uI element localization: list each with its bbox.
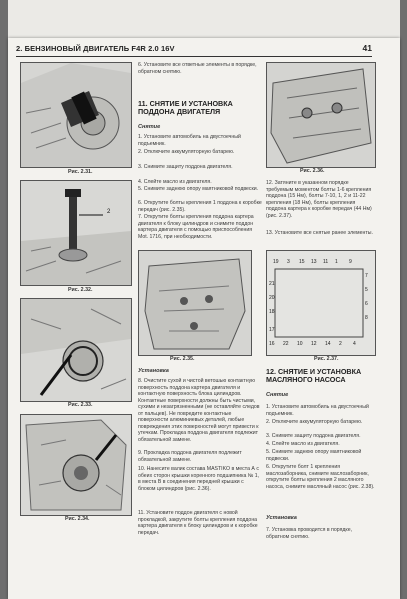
s11-step-10: 10. Нанесите валик состава MASTIKO в места А с обеих сторон крышки коренного подшипника № 1, в места B в соединения передней крышки с блоком цилиндров (рис. 2.36). — [138, 466, 260, 492]
bolt-number-label: 2 — [339, 341, 342, 347]
s12-step-4: 4. Слейте масло из двигателя. — [266, 441, 340, 447]
figure-2-36 — [266, 62, 376, 168]
figure-2-32-caption: Рис. 2.32. — [68, 287, 93, 293]
figure-2-34 — [20, 414, 132, 516]
s12-step-1: 1. Установите автомобиль на двустоечный подъемник. — [266, 404, 369, 417]
engine-bolt-illustration — [21, 181, 131, 285]
figure-2-36-caption: Рис. 2.36. — [300, 168, 325, 174]
scan-background — [8, 0, 400, 38]
oil-pan-illustration — [139, 251, 251, 355]
col2-intro-text: 6. Установите все ответные элементы в порядке, обратном снятию. — [138, 62, 257, 75]
page-header — [16, 44, 372, 57]
s12-step-3: 3. Снимите защиту поддона двигателя. — [266, 433, 361, 439]
figure-2-33-caption: Рис. 2.33. — [68, 402, 93, 408]
s12-step-5: 5. Снимите заднюю опору маятниковой подвески. — [266, 449, 362, 462]
figure-2-33 — [20, 298, 132, 402]
bolt-tightening-diagram — [267, 251, 375, 355]
bolt-number-label: 5 — [365, 287, 368, 293]
bolt-number-label: 6 — [365, 301, 368, 307]
section-11-sub-install: Установка — [138, 368, 169, 374]
crankcase-illustration — [267, 63, 375, 167]
section-12-title: 12. СНЯТИЕ И УСТАНОВКА МАСЛЯНОГО НАСОСА — [266, 367, 362, 385]
figure-2-37-caption: Рис. 2.37. — [314, 356, 339, 362]
s11-step-7: 7. Открутите болты крепления поддона картера двигателя к блоку цилиндров и снимите поддон картера двигателя с помощью приспособления Mot. 1716, при необходимости. — [138, 214, 254, 240]
s11-step-8: 8. Очистите сухой и чистой ветошью контактную поверхность поддона картера двигателя и контактную поверхность блока цилиндров. Контактные поверхности должны быть чистыми, сухими и незагрязненными (не оставляйте следов от пальцев). Не повредите контактные поверхности алюминиевых деталей, любые повреждения этих поверхностей могут привести к утечкам. Прокладка поддона двигателя подлежит обязательной замене. — [138, 378, 260, 443]
figure-2-37 — [266, 250, 376, 356]
s11-step-1: 1. Установите автомобиль на двустоечный подъемник. — [138, 134, 241, 147]
bolt-number-label: 17 — [269, 327, 275, 333]
figure-2-32 — [20, 180, 132, 286]
section-11-sub-removal: Снятие — [138, 124, 161, 130]
bolt-number-label: 1 — [335, 259, 338, 265]
engine-tool-illustration — [21, 63, 131, 167]
figure-2-31-caption: Рис. 2.31. — [68, 169, 93, 175]
section-12-sub-install: Установка — [266, 515, 297, 521]
s12-step-6: 6. Открутите болт 1 крепления маслозаборника, снимите маслозаборник, открутите болты крепления 2 масляного насоса, снимите масляный насос (рис. 2.38). — [266, 464, 375, 490]
s11-step-6: 6. Открутите болты крепления 1 поддона к коробке передач (рис. 2.35). — [138, 200, 262, 213]
s11-step-3: 3. Снимите защиту поддона двигателя. — [138, 164, 233, 170]
s11-step-4: 4. Слейте масло из двигателя. — [138, 179, 212, 185]
figure-2-34-caption: Рис. 2.34. — [65, 516, 90, 522]
bolt-number-label: 11 — [323, 259, 329, 265]
bolt-number-label: 21 — [269, 281, 275, 287]
oil-filter-tool-illustration — [21, 299, 131, 401]
s11-step-13: 13. Установите все снятые ранее элементы. — [266, 230, 373, 236]
bolt-number-label: 22 — [283, 341, 289, 347]
s11-step-9: 9. Прокладка поддона двигателя подлежит обязательной замене. — [138, 450, 242, 463]
engine-block-illustration — [21, 415, 131, 515]
bolt-number-label: 18 — [269, 309, 275, 315]
bolt-number-label: 7 — [365, 273, 368, 279]
bolt-number-label: 8 — [365, 315, 368, 321]
s11-step-5: 5. Снимите заднюю опору маятниковой подвески. — [138, 186, 259, 192]
figure-2-35 — [138, 250, 252, 356]
bolt-number-label: 16 — [269, 341, 275, 347]
bolt-number-label: 15 — [299, 259, 305, 265]
bolt-number-label: 4 — [353, 341, 356, 347]
s12-step-2: 2. Отключите аккумуляторную батарею. — [266, 419, 363, 425]
bolt-number-label: 9 — [349, 259, 352, 265]
figure-2-32-label: 2 — [107, 209, 111, 215]
section-11-title: 11. СНЯТИЕ И УСТАНОВКА ПОДДОНА ДВИГАТЕЛЯ — [138, 99, 233, 117]
s11-step-2: 2. Отключите аккумуляторную батарею. — [138, 149, 235, 155]
s11-step-12: 12. Затяните в указанном порядке требуемым моментом болты 1-6 крепления поддона (15 Нм), болты 7-10, 1, 2 и 11-22 крепления (18 Нм), болты крепления поддона картера к коробке передач (44 Нм) (рис. 2.37). — [266, 180, 372, 219]
s12-step-7: 7. Установка проводится в порядке, обратном снятию. — [266, 527, 353, 540]
bolt-number-label: 10 — [297, 341, 303, 347]
figure-2-31 — [20, 62, 132, 168]
bolt-number-label: 14 — [325, 341, 331, 347]
bolt-number-label: 13 — [311, 259, 317, 265]
page-number: 41 — [362, 43, 372, 53]
section-12-sub-removal: Снятие — [266, 392, 289, 398]
bolt-number-label: 20 — [269, 295, 275, 301]
bolt-number-label: 3 — [287, 259, 290, 265]
s11-step-11: 11. Установите поддон двигателя с новой прокладкой, закрутите болты крепления поддона картера двигателя к блоку цилиндров и к коробке передач. — [138, 510, 258, 536]
bolt-number-label: 12 — [311, 341, 317, 347]
chapter-title: 2. БЕНЗИНОВЫЙ ДВИГАТЕЛЬ F4R 2.0 16V — [16, 44, 175, 53]
bolt-number-label: 19 — [273, 259, 279, 265]
figure-2-35-caption: Рис. 2.35. — [170, 356, 195, 362]
